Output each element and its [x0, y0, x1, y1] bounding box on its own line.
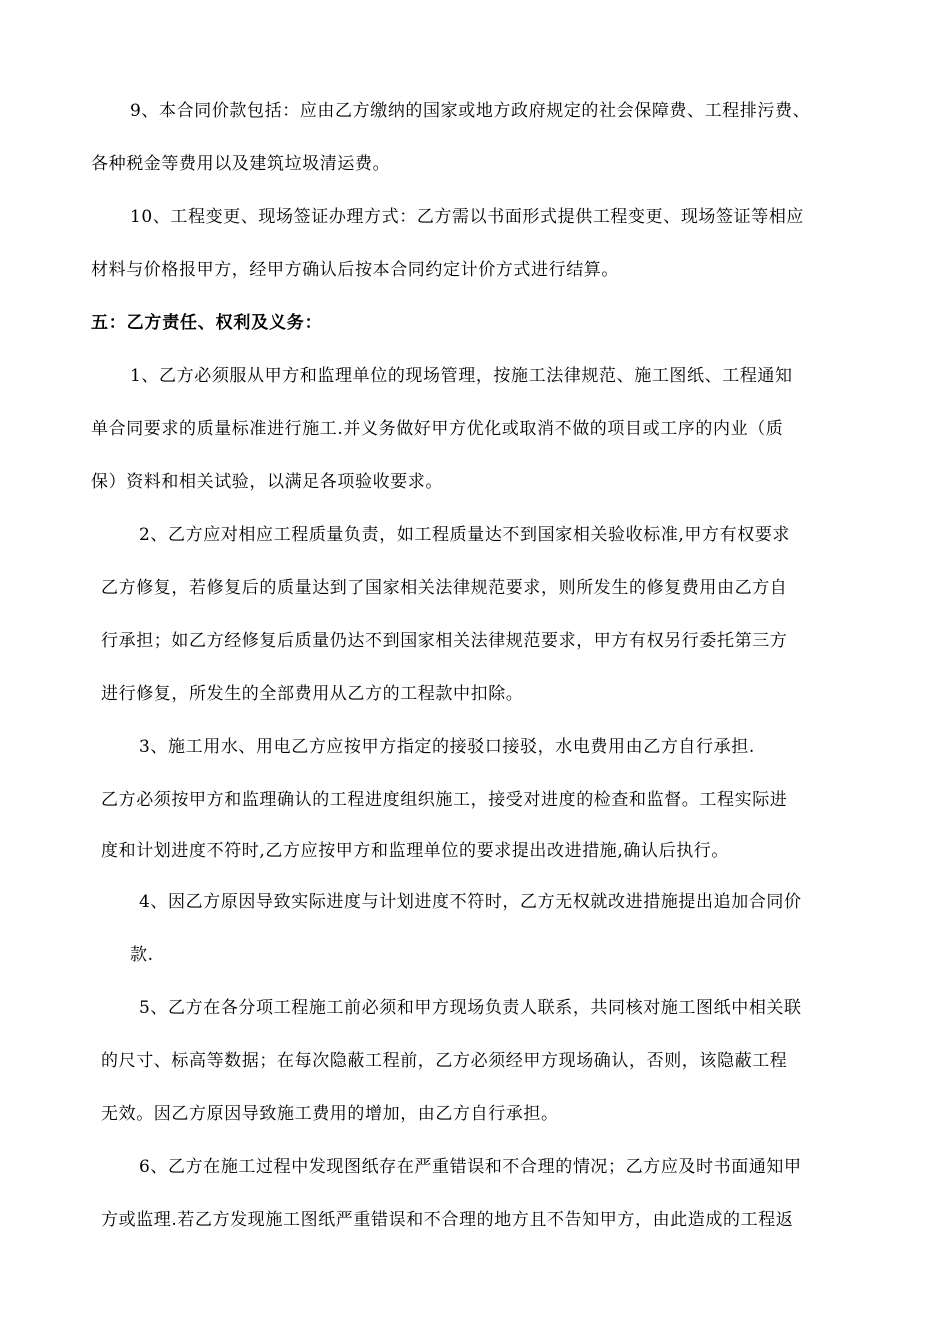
clause-9-line-1: 9、本合同价款包括：应由乙方缴纳的国家或地方政府规定的社会保障费、工程排污费、 [130, 101, 811, 121]
clause-3-line-1: 3、施工用水、用电乙方应按甲方指定的接驳口接驳，水电费用由乙方自行承担. [139, 737, 755, 757]
section-heading: 五：乙方责任、权利及义务： [91, 313, 323, 333]
clause-2-line-2: 乙方修复，若修复后的质量达到了国家相关法律规范要求，则所发生的修复费用由乙方自 [101, 578, 788, 598]
clause-2-line-4: 进行修复，所发生的全部费用从乙方的工程款中扣除。 [101, 684, 524, 704]
clause-5-line-1: 5、乙方在各分项工程施工前必须和甲方现场负责人联系，共同核对施工图纸中相关联 [139, 998, 802, 1018]
clause-5-line-2: 的尺寸、标高等数据；在每次隐蔽工程前，乙方必须经甲方现场确认，否则，该隐蔽工程 [101, 1051, 788, 1071]
clause-5-line-3: 无效。因乙方原因导致施工费用的增加，由乙方自行承担。 [101, 1104, 559, 1124]
clause-3-line-3: 度和计划进度不符时,乙方应按甲方和监理单位的要求提出改进措施,确认后执行。 [101, 841, 730, 861]
clause-6-line-2: 方或监理.若乙方发现施工图纸严重错误和不合理的地方且不告知甲方，由此造成的工程返 [101, 1210, 794, 1230]
clause-1-line-1: 1、乙方必须服从甲方和监理单位的现场管理，按施工法律规范、施工图纸、工程通知 [130, 366, 793, 386]
clause-1-line-2: 单合同要求的质量标准进行施工.并义务做好甲方优化或取消不做的项目或工序的内业（质 [91, 419, 784, 439]
clause-1-line-3: 保）资料和相关试验，以满足各项验收要求。 [91, 472, 443, 492]
clause-6-line-1: 6、乙方在施工过程中发现图纸存在严重错误和不合理的情况；乙方应及时书面通知甲 [139, 1157, 802, 1177]
clause-10-line-1: 10、工程变更、现场签证办理方式：乙方需以书面形式提供工程变更、现场签证等相应 [130, 207, 805, 227]
clause-9-line-2: 各种税金等费用以及建筑垃圾清运费。 [91, 154, 391, 174]
clause-10-line-2: 材料与价格报甲方，经甲方确认后按本合同约定计价方式进行结算。 [91, 260, 619, 280]
clause-4-line-2: 款. [130, 945, 154, 965]
clause-2-line-3: 行承担；如乙方经修复后质量仍达不到国家相关法律规范要求，甲方有权另行委托第三方 [101, 631, 788, 651]
clause-4-line-1: 4、因乙方原因导致实际进度与计划进度不符时，乙方无权就改进措施提出追加合同价 [139, 892, 802, 912]
clause-3-line-2: 乙方必须按甲方和监理确认的工程进度组织施工，接受对进度的检查和监督。工程实际进 [101, 790, 788, 810]
clause-2-line-1: 2、乙方应对相应工程质量负责，如工程质量达不到国家相关验收标准,甲方有权要求 [139, 525, 791, 545]
